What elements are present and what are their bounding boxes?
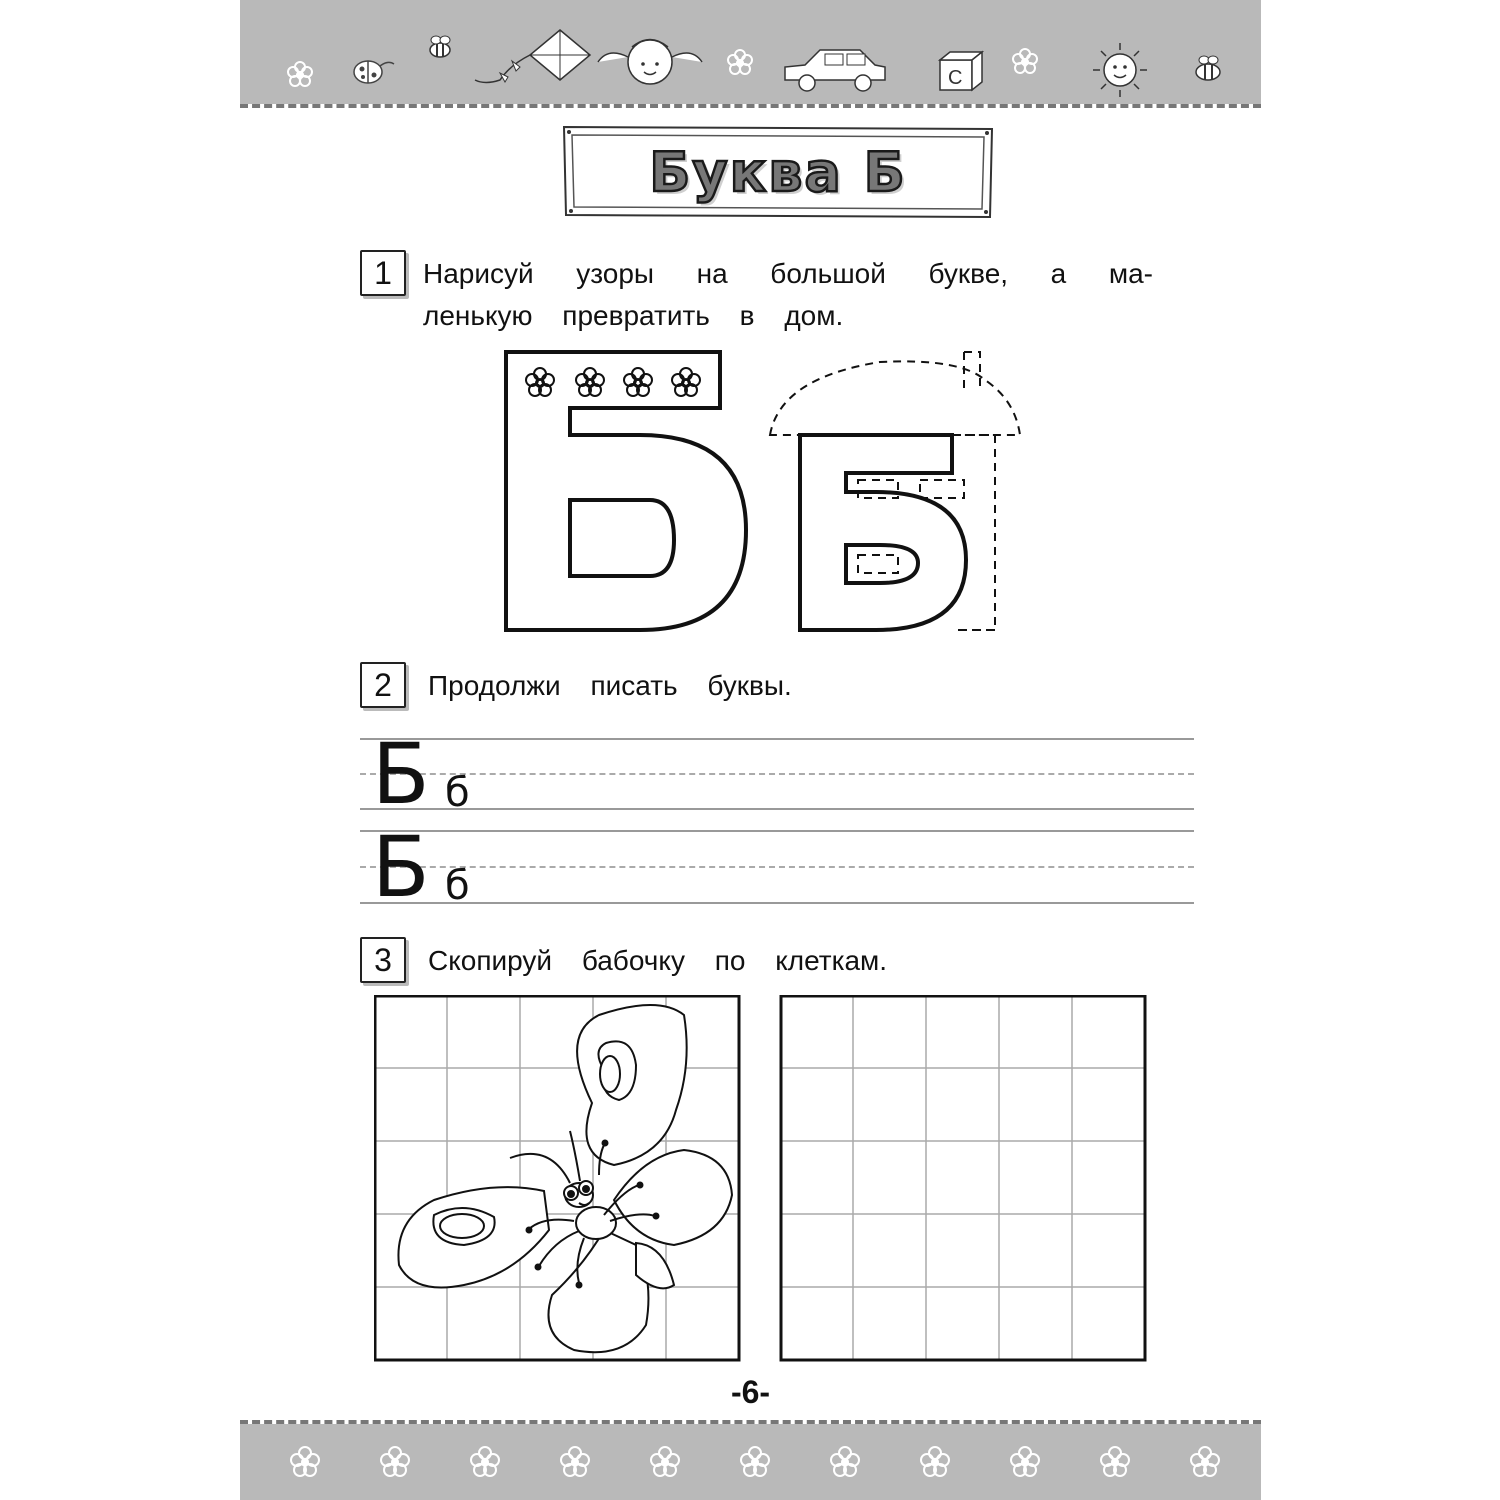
flower-icon	[1011, 1447, 1039, 1476]
flower-icon	[728, 50, 752, 74]
flower-icon	[1191, 1447, 1219, 1476]
kite-icon	[475, 30, 590, 83]
flower-icon	[291, 1447, 319, 1476]
bottom-band-flowers	[240, 1424, 1261, 1500]
letter-b-drawings	[490, 340, 1050, 640]
bee-icon	[1196, 56, 1220, 80]
top-band-icons	[240, 0, 1261, 104]
task-1-text	[423, 253, 1153, 337]
car-icon	[785, 50, 885, 91]
page-title: Буква Б	[649, 140, 907, 204]
flower-icon	[381, 1447, 409, 1476]
sample-small-b-2: б	[445, 863, 470, 909]
flower-icon	[288, 62, 312, 86]
task-number-2: 2	[360, 662, 406, 708]
flower-icon	[651, 1447, 679, 1476]
task-number-3: 3	[360, 937, 406, 983]
writing-line-mid-2	[360, 866, 1194, 868]
page-number: -6-	[730, 1374, 771, 1410]
big-letter-b	[506, 352, 746, 630]
writing-line-top-1	[360, 738, 1194, 740]
flower-icon	[1013, 49, 1037, 73]
title-banner	[562, 125, 994, 219]
right-empty-grid	[780, 995, 1145, 1361]
workbook-page	[240, 0, 1261, 1500]
butterfly-drawing	[398, 1005, 732, 1352]
task-2-text: Продолжи писать буквы.	[428, 670, 792, 701]
flower-icon	[471, 1447, 499, 1476]
toy-block-icon	[940, 52, 982, 90]
task-number-1: 1	[360, 250, 406, 296]
left-grid-with-butterfly	[374, 995, 739, 1361]
small-letter-b	[800, 435, 966, 630]
svg-text:C: C	[948, 67, 963, 89]
flower-icon	[741, 1447, 769, 1476]
task-3-text: Скопируй бабочку по клеткам.	[428, 945, 888, 976]
top-dashed-border	[240, 104, 1261, 108]
sun-icon	[1093, 43, 1147, 97]
writing-line-mid-1	[360, 773, 1194, 775]
writing-line-top-2	[360, 830, 1194, 832]
flower-icon	[921, 1447, 949, 1476]
task-1-line-1: Нарисуй узоры на большой букве, а ма-	[423, 258, 1153, 289]
sample-capital-b-1: Б	[372, 725, 430, 823]
bee-icon	[430, 36, 450, 57]
flower-icon	[561, 1447, 589, 1476]
sample-capital-b-2: Б	[372, 818, 430, 916]
task-1-line-2: ленькую превратить в дом.	[423, 300, 844, 331]
flower-icon	[831, 1447, 859, 1476]
girl-face-icon	[598, 40, 702, 85]
copy-grids	[374, 995, 1154, 1365]
flower-icon	[1101, 1447, 1129, 1476]
ladybug-icon	[354, 61, 394, 83]
sample-small-b-1: б	[445, 770, 470, 816]
writing-line-base-1	[360, 808, 1194, 810]
writing-line-base-2	[360, 902, 1194, 904]
